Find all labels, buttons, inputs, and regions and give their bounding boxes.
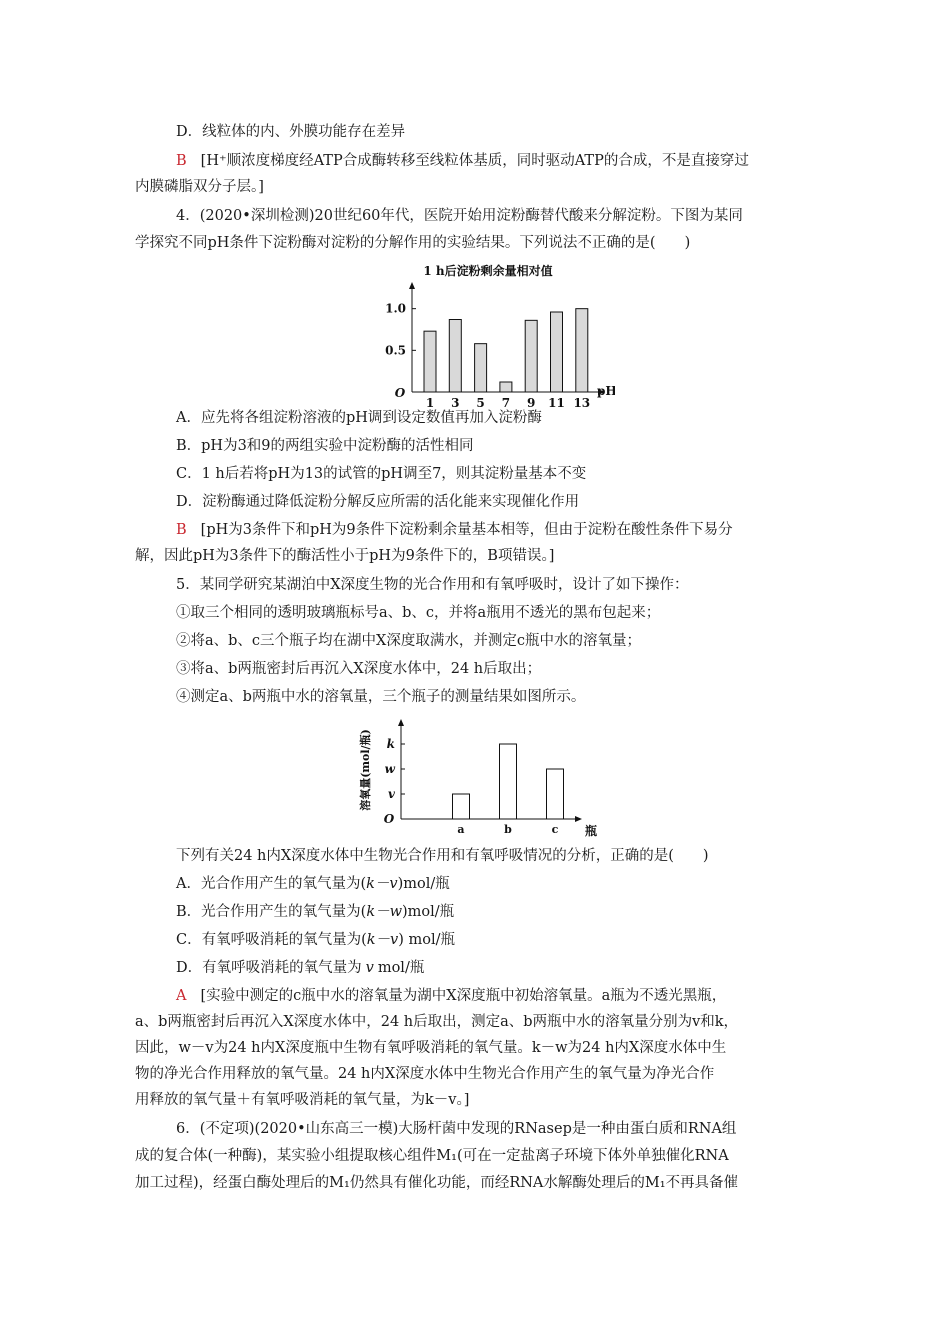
q5-step-2: ②将a、b、c三个瓶子均在湖中X深度取满水，并测定c瓶中水的溶氧量； [176, 633, 641, 649]
q3-option-d: D．线粒体的内、外膜功能存在差异 [176, 124, 406, 140]
ph-starch-chart-svg [360, 262, 615, 412]
q4-stem-2: 学探究不同pH条件下淀粉酶对淀粉的分解作用的实验结果。下列说法不正确的是( ) [135, 235, 691, 251]
q5-option-c: C．有氧呼吸消耗的氧气量为(k－v) mol/瓶 [176, 932, 456, 948]
chart1-bar [551, 312, 563, 392]
q3-answer: B [176, 153, 187, 169]
q3-explanation-2: 内膜磷脂双分子层。] [135, 179, 264, 195]
q5-explanation-2: a、b两瓶密封后再沉入X深度水体中，24 h后取出，测定a、b两瓶中水的溶氧量分别为v和k， [135, 1014, 739, 1030]
q6-stem-1: 6．(不定项)(2020•山东高三一模)大肠杆菌中发现的RNasep是一种由蛋白质和RNA组 [176, 1121, 737, 1137]
chart1-origin: O [394, 386, 406, 400]
q5-step-3: ③将a、b两瓶密封后再沉入X深度水体中，24 h后取出； [176, 661, 542, 677]
chart1-x-label: pH [597, 384, 615, 398]
chart2-y-tick-label: k [386, 737, 395, 751]
oxygen-chart-svg [355, 715, 605, 843]
chart2-y-tick-label: w [384, 762, 395, 776]
chart2-y-label: 溶氧量(mol/瓶) [359, 729, 372, 811]
chart2-y-tick-label: v [388, 787, 395, 801]
chart1-bar [525, 320, 537, 392]
q4-option-d: D．淀粉酶通过降低淀粉分解反应所需的活化能来实现催化作用 [176, 494, 580, 510]
q4-option-c: C．1 h后若将pH为13的试管的pH调至7，则其淀粉量基本不变 [176, 466, 587, 482]
chart1-x-tick-label: 7 [501, 396, 511, 410]
q4-stem-1: 4．(2020•深圳检测)20世纪60年代，医院开始用淀粉酶替代酸来分解淀粉。下图为某同 [176, 208, 743, 224]
ph-starch-chart [360, 262, 615, 412]
q5-explanation-4: 物的净光合作用释放的氧气量。24 h内X深度水体中生物光合作用产生的氧气量为净光合作 [135, 1066, 715, 1082]
chart1-x-tick-label: 13 [573, 396, 591, 410]
chart1-bar [500, 382, 512, 392]
q4-explanation-2: 解，因此pH为3条件下的酶活性小于pH为9条件下的，B项错误。] [135, 548, 555, 564]
q6-stem-3: 加工过程)，经蛋白酶处理后的M₁仍然具有催化功能，而经RNA水解酶处理后的M₁不再具备催 [135, 1175, 739, 1191]
chart1-y-arrow [409, 282, 415, 289]
chart2-bar [500, 744, 517, 819]
chart1-x-tick-label: 1 [425, 396, 435, 410]
chart2-x-arrow [575, 816, 582, 822]
q4-answer-line [176, 520, 733, 540]
q5-explanation-1: [实验中测定的c瓶中水的溶氧量为湖中X深度瓶中初始溶氧量。a瓶为不透光黑瓶， [200, 988, 727, 1004]
chart1-bar [449, 320, 461, 393]
chart1-x-tick-label: 11 [548, 396, 565, 410]
chart1-x-tick-label: 5 [476, 396, 485, 410]
q3-explanation-1: [H⁺顺浓度梯度经ATP合成酶转移至线粒体基质，同时驱动ATP的合成，不是直接穿过 [200, 153, 749, 169]
chart2-x-tick-label: c [551, 823, 559, 836]
chart1-x-tick-label: 9 [527, 396, 536, 410]
oxygen-chart [355, 715, 605, 843]
q5-question: 下列有关24 h内X深度水体中生物光合作用和有氧呼吸情况的分析，正确的是( ) [176, 848, 709, 864]
q5-step-4: ④测定a、b两瓶中水的溶氧量，三个瓶子的测量结果如图所示。 [176, 689, 586, 705]
chart2-x-tick-label: b [504, 823, 512, 836]
chart2-origin: O [383, 812, 395, 826]
chart2-bar [453, 794, 470, 819]
q5-explanation-3: 因此，w－v为24 h内X深度瓶中生物有氧呼吸消耗的氧气量。k－w为24 h内X深度水体中生 [135, 1040, 727, 1056]
chart1-bar [475, 344, 487, 392]
q5-option-a: A．光合作用产生的氧气量为(k－v)mol/瓶 [176, 876, 450, 892]
chart1-title: 1 h后淀粉剩余量相对值 [423, 264, 553, 278]
q4-option-b: B．pH为3和9的两组实验中淀粉酶的活性相同 [176, 438, 474, 454]
chart2-bar [547, 769, 564, 819]
chart2-y-arrow [398, 719, 404, 726]
q5-step-1: ①取三个相同的透明玻璃瓶标号a、b、c，并将a瓶用不透光的黑布包起来； [176, 605, 661, 621]
q5-answer-line [176, 986, 726, 1006]
q5-option-b: B．光合作用产生的氧气量为(k－w)mol/瓶 [176, 904, 455, 920]
chart2-x-tick-label: a [457, 823, 465, 836]
chart1-bar [576, 309, 588, 392]
q5-explanation-5: 用释放的氧气量＋有氧呼吸消耗的氧气量，为k－v。] [135, 1092, 470, 1108]
q5-answer: A [176, 988, 187, 1004]
chart1-y-tick-label: 1.0 [385, 301, 406, 316]
q4-answer: B [176, 522, 187, 538]
q5-option-d: D．有氧呼吸消耗的氧气量为 v mol/瓶 [176, 960, 425, 976]
chart1-bar [424, 331, 436, 392]
chart1-x-tick-label: 3 [451, 396, 460, 410]
q5-stem: 5．某同学研究某湖泊中X深度生物的光合作用和有氧呼吸时，设计了如下操作： [176, 577, 689, 593]
q4-explanation-1: [pH为3条件下和pH为9条件下淀粉剩余量基本相等，但由于淀粉在酸性条件下易分 [200, 522, 733, 538]
q3-answer-line [176, 151, 749, 171]
chart2-x-label: 瓶 [585, 824, 598, 838]
chart1-y-tick-label: 0.5 [385, 343, 406, 358]
q6-stem-2: 成的复合体(一种酶)，某实验小组提取核心组件M₁(可在一定盐离子环境下体外单独催化RNA [135, 1148, 729, 1164]
q4-option-a: A．应先将各组淀粉溶液的pH调到设定数值再加入淀粉酶 [176, 410, 542, 426]
